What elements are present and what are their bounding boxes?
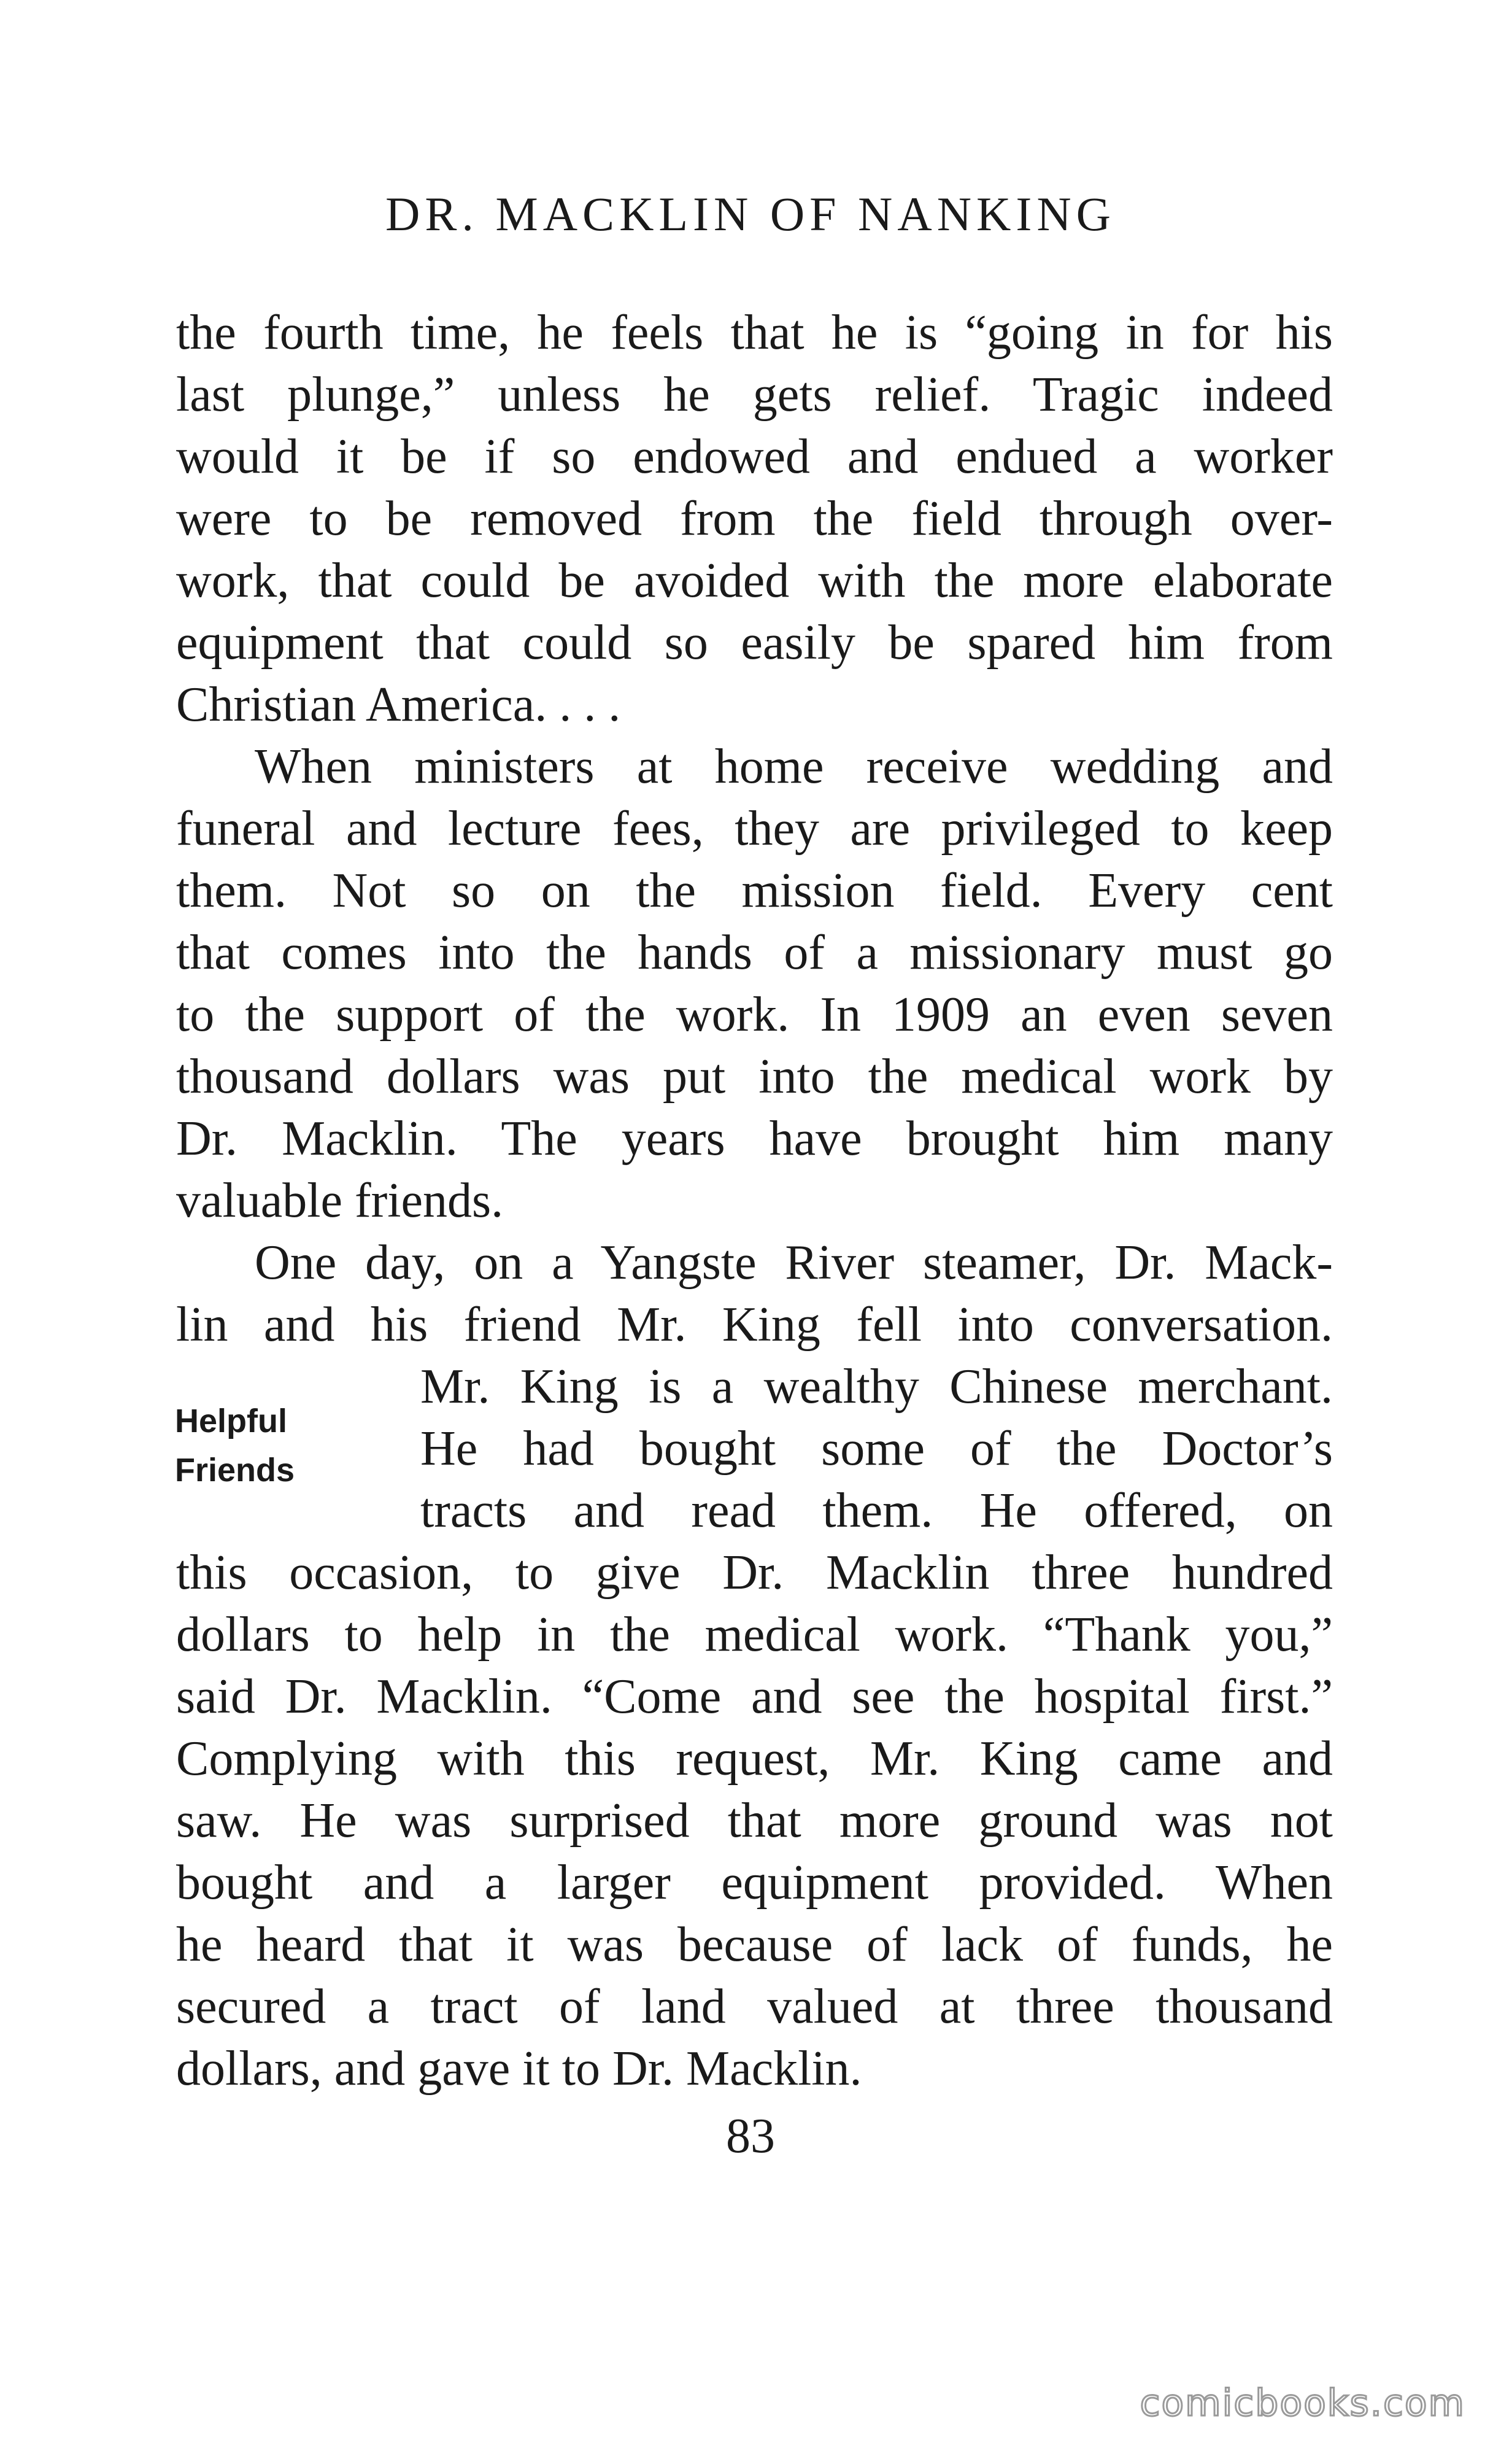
text-line: to the support of the work. In 1909 an even seven <box>176 988 1333 1042</box>
text-line: bought and a larger equipment provided. When <box>176 1856 1333 1910</box>
text-line: secured a tract of land valued at three thousand <box>176 1980 1333 2034</box>
text-line: dollars to help in the medical work. “Thank you,” <box>176 1608 1333 1662</box>
text-line: this occasion, to give Dr. Macklin three hundred <box>176 1546 1333 1600</box>
text-line: funeral and lecture fees, they are privileged to keep <box>176 802 1333 856</box>
running-head: DR. MACKLIN OF NANKING <box>385 187 1116 241</box>
paragraph-3-narrow <box>176 1356 1333 1542</box>
text-line: would it be if so endowed and endued a worker <box>176 430 1333 484</box>
text-line: Dr. Macklin. The years have brought him many <box>176 1112 1333 1166</box>
text-line: Mr. King is a wealthy Chinese merchant. <box>420 1360 1333 1414</box>
text-line: work, that could be avoided with the more elaborate <box>176 554 1333 608</box>
text-line: tracts and read them. He offered, on <box>420 1484 1333 1538</box>
text-line: He had bought some of the Doctor’s <box>420 1422 1333 1476</box>
margin-note-line: Friends <box>175 1452 295 1489</box>
text-line: them. Not so on the mission field. Every cent <box>176 864 1333 918</box>
paragraph-3-bottom <box>176 1542 1333 2100</box>
text-line: valuable friends. <box>176 1174 504 1228</box>
text-line: lin and his friend Mr. King fell into conversation. <box>176 1298 1333 1352</box>
text-line: dollars, and gave it to Dr. Macklin. <box>176 2042 862 2096</box>
margin-note <box>175 1397 295 1495</box>
text-line: equipment that could so easily be spared him from <box>176 616 1333 670</box>
page-number: 83 <box>726 2109 775 2163</box>
watermark: comicbooks.com <box>1140 2382 1465 2425</box>
text-line: One day, on a Yangste River steamer, Dr. Mack- <box>255 1236 1333 1290</box>
text-line: thousand dollars was put into the medical work by <box>176 1050 1333 1104</box>
text-line: the fourth time, he feels that he is “going in for his <box>176 306 1333 360</box>
text-line: said Dr. Macklin. “Come and see the hospital first.” <box>176 1670 1333 1724</box>
text-line: Christian America. . . . <box>176 678 621 732</box>
text-line: that comes into the hands of a missionary must go <box>176 926 1333 980</box>
margin-note-line: Helpful <box>175 1403 287 1439</box>
paragraph-3-top <box>176 1232 1333 1356</box>
text-line: he heard that it was because of lack of funds, he <box>176 1918 1333 1972</box>
text-line: last plunge,” unless he gets relief. Tragic indeed <box>176 368 1333 422</box>
paragraph-1 <box>176 302 1333 736</box>
text-line: Complying with this request, Mr. King came and <box>176 1732 1333 1786</box>
paragraph-2 <box>176 736 1333 1232</box>
text-line: saw. He was surprised that more ground was not <box>176 1794 1333 1848</box>
text-line: When ministers at home receive wedding and <box>255 740 1333 794</box>
text-line: were to be removed from the field through over- <box>176 492 1333 546</box>
